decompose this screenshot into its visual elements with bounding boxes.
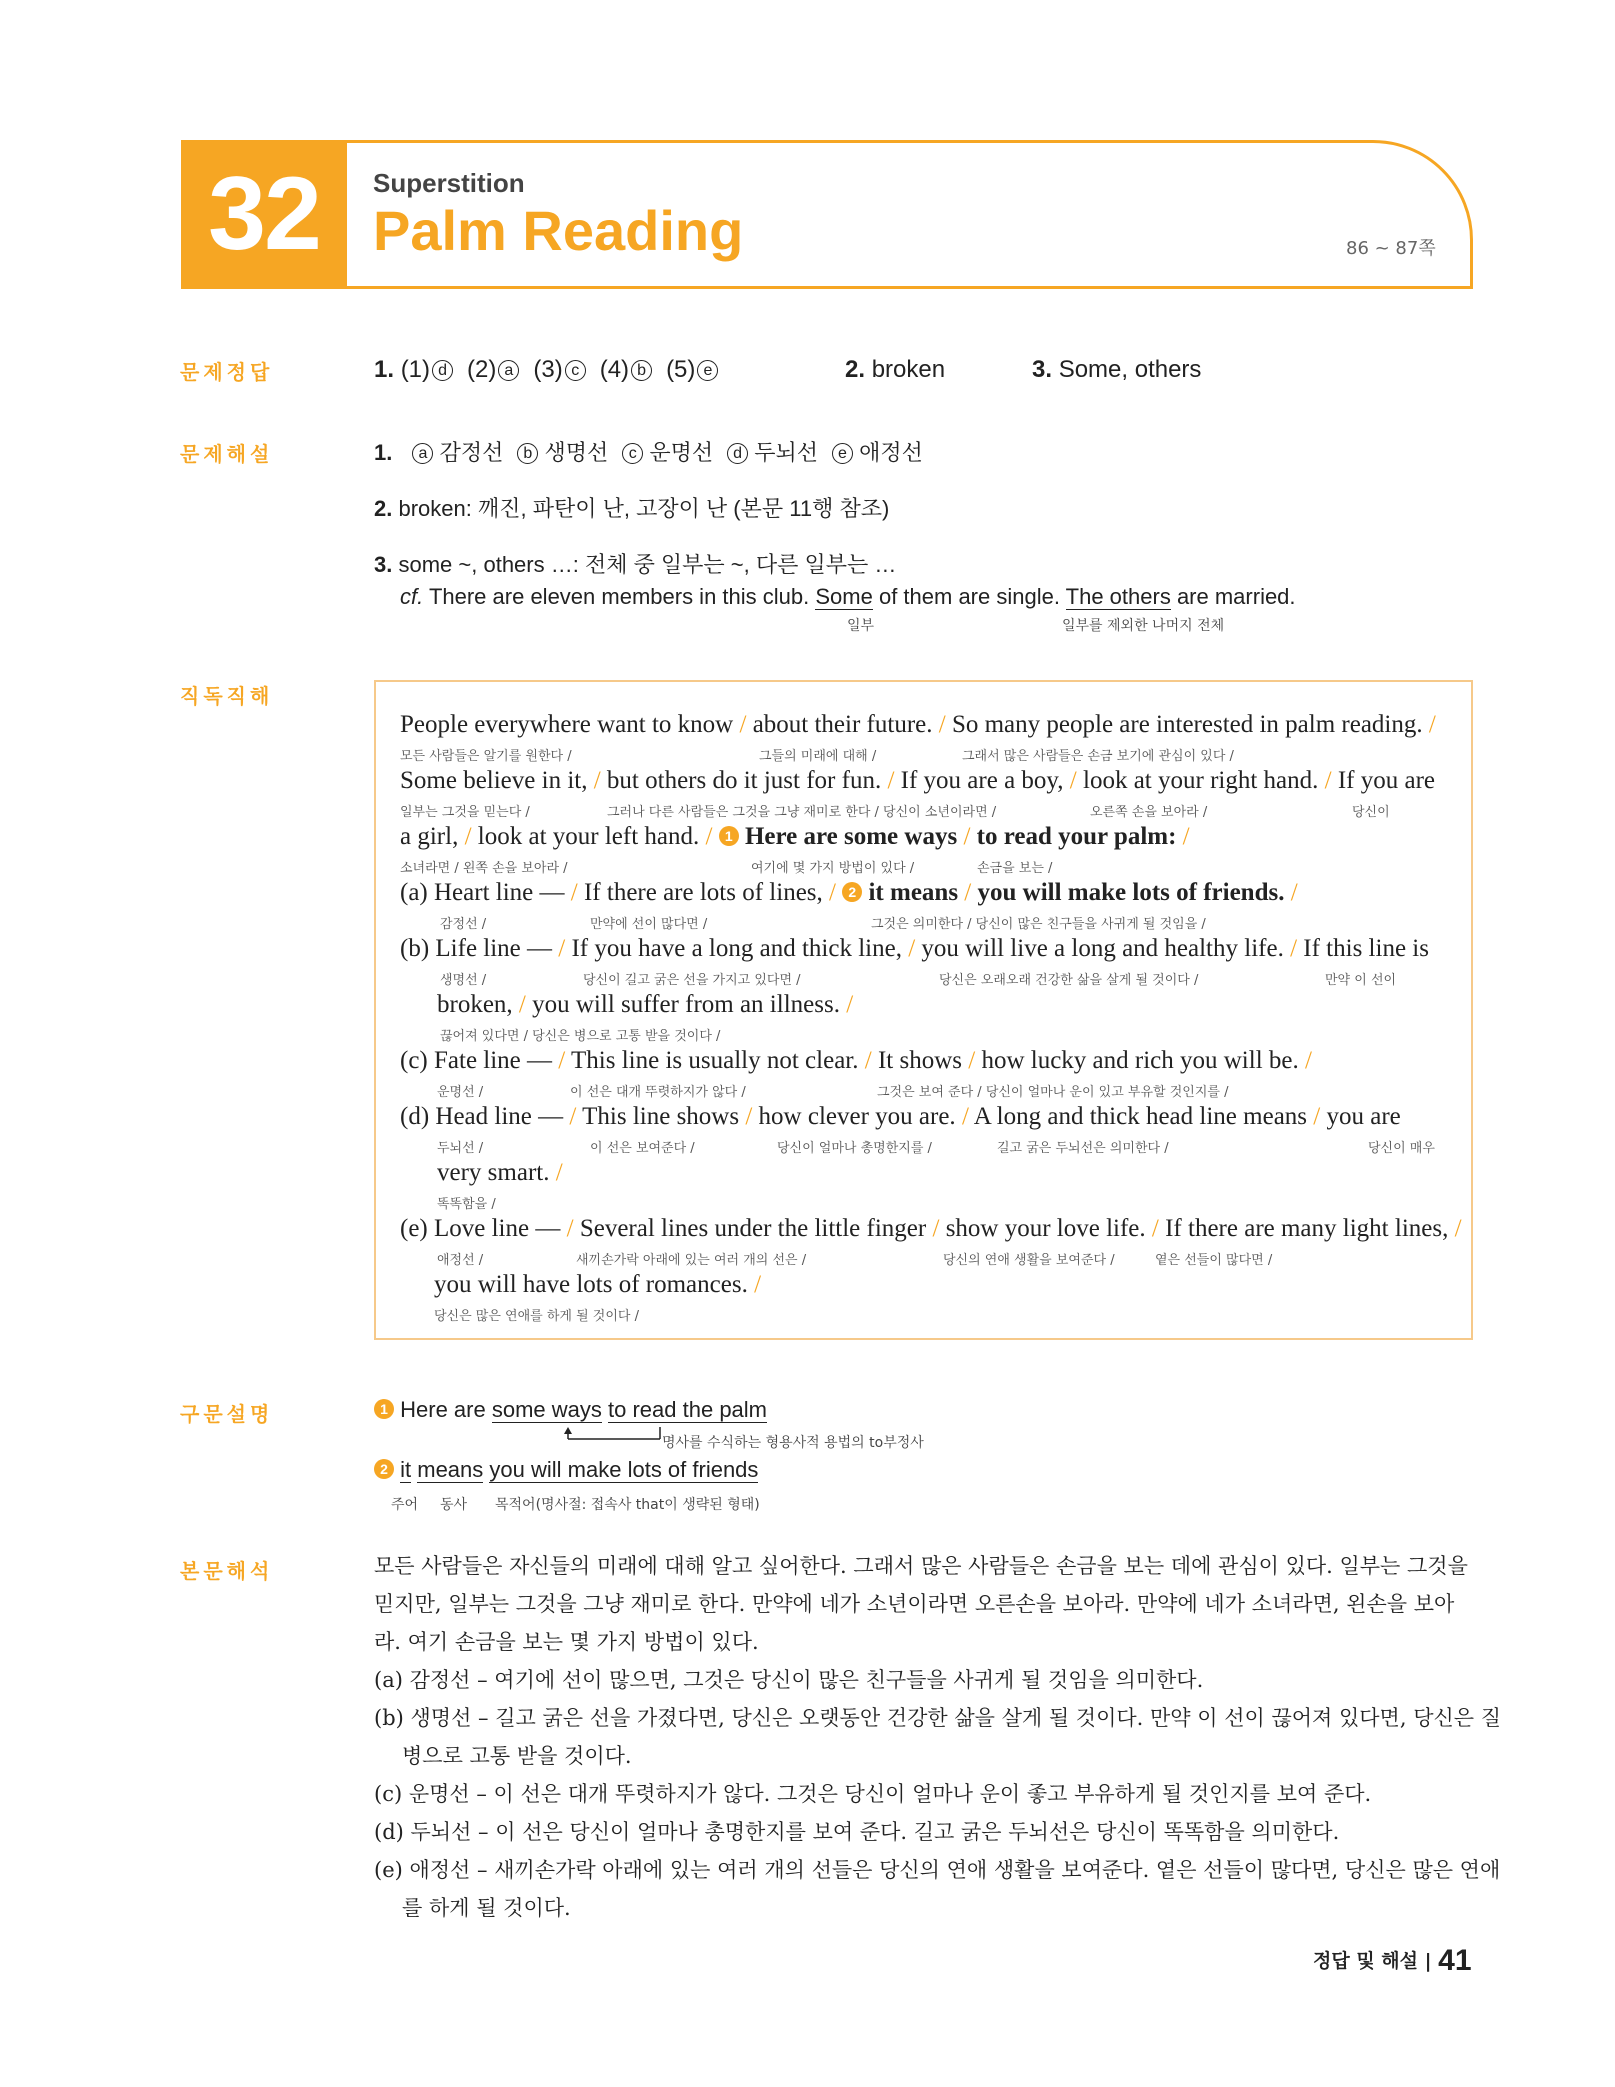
slash: /: [964, 879, 972, 906]
gloss: 새끼손가락 아래에 있는 여러 개의 선은 /: [576, 1253, 807, 1268]
page-footer: [1313, 1944, 1472, 1978]
translation-b: (b) 생명선 – 길고 굵은 선을 가졌다면, 당신은 오랫동안 건강한 삶을 살게 될 것이다. 만약 이 선이 끊어져 있다면, 당신은 질병으로 고통 받을 것이다.: [374, 1706, 1502, 1768]
gloss: 옅은 선들이 많다면 /: [1155, 1253, 1273, 1268]
item-text: 감정선: [433, 440, 504, 465]
gloss: 당신의 연애 생활을 보여준다 /: [943, 1253, 1115, 1268]
chunk: A long and thick head line means: [968, 1103, 1314, 1130]
slash: /: [518, 991, 526, 1018]
reading-love-line-cont: [434, 1271, 761, 1299]
cf-note-some: 일부: [847, 618, 875, 634]
marker-1: 1: [374, 1399, 394, 1419]
gloss: 손금을 보는 /: [977, 861, 1053, 876]
chunk: Several lines under the little finger: [573, 1215, 933, 1242]
reading-love-line: [400, 1215, 1462, 1243]
gloss: 두뇌선 /: [437, 1141, 484, 1156]
reading-head-line: [400, 1103, 1401, 1131]
chunk: (b) Life line —: [400, 935, 559, 962]
reading-line-3: [400, 823, 1190, 851]
reading-label: 직독직해: [180, 684, 274, 708]
item-text: 애정선: [852, 440, 923, 465]
e1-item: [830, 440, 923, 465]
chunk: how lucky and rich you will be.: [975, 1047, 1305, 1074]
chunk: (d) Head line —: [400, 1103, 570, 1130]
slash: /: [887, 767, 895, 794]
chunk: you will make lots of friends.: [977, 879, 1285, 906]
q2-value: broken: [871, 356, 946, 383]
chunk: a girl,: [400, 823, 465, 850]
marker-2: 2: [842, 882, 862, 902]
explanation-1: [374, 436, 923, 467]
slash: /: [1428, 711, 1436, 738]
q2-answer: [845, 356, 945, 384]
chunk: This line is usually not clear.: [565, 1047, 865, 1074]
gloss: 당신이: [1352, 805, 1390, 820]
gloss: 당신은 오래오래 건강한 삶을 살게 될 것이다 /: [939, 973, 1199, 988]
slash: /: [1069, 767, 1077, 794]
translation-d: (d) 두뇌선 – 이 선은 당신이 얼마나 총명한지를 보여 준다. 길고 굵은 두뇌선은 당신이 똑똑함을 의미한다.: [374, 1820, 1340, 1844]
gloss: 애정선 /: [437, 1253, 484, 1268]
gloss: 이 선은 대개 뚜렷하지가 않다 /: [570, 1085, 746, 1100]
unit-category: Superstition: [373, 168, 525, 198]
chunk: very smart.: [437, 1159, 556, 1186]
gloss: 그러나 다른 사람들은 그것을 그냥 재미로 한다 / 당신이 소년이라면 /: [607, 805, 997, 820]
q1-answer-item: [467, 356, 519, 383]
reading-line-2: [400, 767, 1435, 795]
gloss: 그래서 많은 사람들은 손금 보기에 관심이 있다 /: [962, 749, 1234, 764]
circled-letter: b: [631, 360, 652, 381]
slash: /: [558, 935, 566, 962]
chunk: look at your left hand.: [471, 823, 706, 850]
q3-value: Some, others: [1058, 356, 1202, 383]
item-number: (5): [666, 356, 696, 383]
gloss: 당신은 많은 연애를 하게 될 것이다 /: [434, 1309, 639, 1324]
chunk: Here are some ways: [744, 823, 958, 850]
chunk: If this line is: [1297, 935, 1429, 962]
chunk: you are: [1320, 1103, 1401, 1130]
q1-answer-item: [401, 356, 453, 383]
slash: /: [864, 1047, 872, 1074]
slash: /: [705, 823, 713, 850]
chunk: look at your right hand.: [1076, 767, 1325, 794]
chunk: (c) Fate line —: [400, 1047, 559, 1074]
item-text: 생명선: [538, 440, 609, 465]
g1-noun: some ways: [491, 1397, 602, 1422]
g2-note-subject: 주어: [391, 1497, 419, 1513]
chunk: So many people are interested in palm reading.: [945, 711, 1429, 738]
circled-letter: e: [697, 360, 718, 381]
slash: /: [961, 1103, 969, 1130]
chunk: It shows: [871, 1047, 969, 1074]
e1-item: [725, 440, 818, 465]
item-number: (3): [533, 356, 563, 383]
gloss: 만약에 선이 많다면 /: [590, 917, 708, 932]
e1-item: [515, 440, 608, 465]
q1-answers: [401, 356, 733, 383]
g1-note: 명사를 수식하는 형용사적 용법의 to부정사: [662, 1435, 924, 1451]
cf-some: Some: [815, 584, 873, 609]
item-number: (4): [599, 356, 630, 383]
gloss: 소녀라면 / 왼쪽 손을 보아라 /: [400, 861, 568, 876]
reading-fate-line: [400, 1047, 1312, 1075]
slash: /: [829, 879, 836, 906]
q3-number: 3.: [1032, 356, 1053, 383]
g2-object: you will make lots of friends: [489, 1457, 759, 1482]
g1-infinitive: to read the palm: [608, 1397, 767, 1422]
circled-letter: a: [412, 443, 433, 464]
gloss: 생명선 /: [440, 973, 487, 988]
footer-label: 정답 및 해설: [1313, 1950, 1418, 1972]
q2-number: 2.: [845, 356, 866, 383]
marker-2: 2: [374, 1459, 394, 1479]
slash: /: [1324, 767, 1332, 794]
chunk: Some believe in it,: [400, 767, 594, 794]
unit-number: 32: [181, 140, 347, 289]
circled-letter: a: [498, 360, 519, 381]
slash: /: [908, 935, 916, 962]
gloss: 여기에 몇 가지 방법이 있다 /: [751, 861, 915, 876]
slash: /: [464, 823, 472, 850]
cf-part-c: are married.: [1170, 584, 1296, 609]
slash: /: [968, 1047, 976, 1074]
g2-note-object: 목적어(명사절: 접속사 that이 생략된 형태): [495, 1497, 760, 1513]
e3-text: some ~, others …: 전체 중 일부는 ~, 다른 일부는 …: [398, 552, 897, 577]
e1-number: 1.: [374, 440, 393, 465]
slash: /: [555, 1159, 563, 1186]
unit-title: Palm Reading: [373, 199, 744, 262]
slash: /: [739, 711, 747, 738]
q1-answer-item: [600, 356, 652, 383]
chunk: If there are many light lines,: [1158, 1215, 1455, 1242]
explanation-2: [374, 492, 889, 523]
answers-row: [374, 356, 732, 384]
e2-number: 2.: [374, 496, 393, 521]
grammar-1: [374, 1397, 767, 1423]
chunk: If you have a long and thick line,: [565, 935, 909, 962]
circled-letter: c: [622, 443, 643, 464]
chunk: how clever you are.: [752, 1103, 962, 1130]
item-text: 운명선: [643, 440, 714, 465]
grammar-label: 구문설명: [180, 1402, 274, 1426]
translation-label: 본문해석: [180, 1559, 274, 1583]
translation-e: (e) 애정선 – 새끼손가락 아래에 있는 여러 개의 선들은 당신의 연애 생활을 보여준다. 옅은 선들이 많다면, 당신은 많은 연애를 하게 될 것이다.: [374, 1858, 1501, 1920]
cf-part-a: There are eleven members in this club.: [423, 584, 816, 609]
slash: /: [566, 1215, 574, 1242]
chunk: you will suffer from an illness.: [525, 991, 847, 1018]
chunk: This line shows: [576, 1103, 746, 1130]
chunk: you will live a long and healthy life.: [915, 935, 1291, 962]
e1-item: [620, 440, 713, 465]
slash: /: [1305, 1047, 1312, 1074]
gloss: 이 선은 보여준다 /: [590, 1141, 695, 1156]
gloss: 그것은 보여 준다 / 당신이 얼마나 운이 있고 부유할 것인지를 /: [877, 1085, 1229, 1100]
circled-letter: d: [727, 443, 748, 464]
gloss: 당신이 길고 굵은 선을 가지고 있다면 /: [583, 973, 801, 988]
footer-separator: |: [1418, 1950, 1439, 1972]
slash: /: [846, 991, 854, 1018]
q1-answer-item: [666, 356, 718, 383]
slash: /: [570, 879, 578, 906]
chunk: (e) Love line —: [400, 1215, 567, 1242]
gloss: 운명선 /: [437, 1085, 484, 1100]
gloss: 당신이 매우: [1368, 1141, 1435, 1156]
cf-example: [400, 584, 1296, 610]
slash: /: [1151, 1215, 1159, 1242]
page-range: 86 ~ 87쪽: [1346, 238, 1436, 259]
g2-subject: it: [400, 1457, 412, 1482]
slash: /: [558, 1047, 566, 1074]
chunk: but others do it just for fun.: [600, 767, 888, 794]
chunk: If you are a boy,: [894, 767, 1070, 794]
chunk: broken,: [437, 991, 519, 1018]
slash: /: [1290, 935, 1298, 962]
cf-note-others: 일부를 제외한 나머지 전체: [1062, 618, 1225, 634]
chunk: about their future.: [746, 711, 939, 738]
circled-letter: b: [517, 443, 538, 464]
chunk: to read your palm:: [976, 823, 1177, 850]
e3-number: 3.: [374, 552, 393, 577]
e1-item: [410, 440, 503, 465]
slash: /: [1454, 1215, 1462, 1242]
circled-letter: e: [832, 443, 853, 464]
translation-a: (a) 감정선 – 여기에 선이 많으면, 그것은 당신이 많은 친구들을 사귀게 될 것임을 의미한다.: [374, 1668, 1204, 1692]
gloss: 모든 사람들은 알기를 원한다 /: [400, 749, 572, 764]
e2-text: : 깨진, 파탄이 난, 고장이 난 (본문 11행 참조): [465, 496, 890, 521]
chunk: If you are: [1331, 767, 1436, 794]
cf-part-b: of them are single.: [872, 584, 1066, 609]
gloss: 일부는 그것을 믿는다 /: [400, 805, 530, 820]
translation-c: (c) 운명선 – 이 선은 대개 뚜렷하지가 않다. 그것은 당신이 얼마나 운이 좋고 부유하게 될 것인지를 보여 준다.: [374, 1782, 1372, 1806]
chunk: you will have lots of romances.: [434, 1271, 755, 1298]
q3-answer: [1032, 356, 1201, 384]
gloss: 똑똑함을 /: [437, 1197, 496, 1212]
slash: /: [1290, 879, 1298, 906]
item-text: 두뇌선: [748, 440, 818, 465]
cf-others: The others: [1065, 584, 1171, 609]
g2-verb: means: [417, 1457, 484, 1482]
q1-number: 1.: [374, 356, 395, 383]
gloss: 만약 이 선이: [1325, 973, 1397, 988]
slash: /: [754, 1271, 762, 1298]
slash: /: [569, 1103, 577, 1130]
reading-head-line-cont: [437, 1159, 563, 1187]
gloss: 당신이 얼마나 총명한지를 /: [777, 1141, 932, 1156]
q1-answer-item: [533, 356, 585, 383]
chunk: (a) Heart line —: [400, 879, 571, 906]
reading-life-line-cont: [437, 991, 853, 1019]
explanation-3: [374, 548, 896, 579]
chunk: it means: [868, 879, 959, 906]
marker-1: 1: [719, 826, 739, 846]
e2-word: broken: [398, 496, 466, 521]
gloss: 오른쪽 손을 보아라 /: [1090, 805, 1208, 820]
slash: /: [593, 767, 601, 794]
slash: /: [932, 1215, 940, 1242]
modifier-arrow: [560, 1427, 670, 1449]
reading-line-1: [400, 711, 1436, 739]
slash: /: [745, 1103, 753, 1130]
translation-intro: 모든 사람들은 자신들의 미래에 대해 알고 싶어한다. 그래서 많은 사람들은 손금을 보는 데에 관심이 있다. 일부는 그것을 믿지만, 일부는 그것을 그냥 재미로 한다. 만약에 네가 소년이라면 오른손을 보아라. 만약에 네가 소녀라면, 왼손을 보아라. 여기 손금을 보는 몇 가지 방법이 있다.: [374, 1554, 1468, 1654]
reading-life-line: [400, 935, 1429, 963]
circled-letter: d: [432, 360, 453, 381]
e1-items: [398, 440, 922, 465]
chunk: show your love life.: [939, 1215, 1152, 1242]
gloss: 끊어져 있다면 / 당신은 병으로 고통 받을 것이다 /: [440, 1029, 721, 1044]
chunk: If there are lots of lines,: [577, 879, 830, 906]
slash: /: [963, 823, 971, 850]
slash: /: [1182, 823, 1190, 850]
g2-note-verb: 동사: [440, 1497, 468, 1513]
gloss: 그것은 의미한다 / 당신이 많은 친구들을 사귀게 될 것임을 /: [871, 917, 1206, 932]
answers-label: 문제정답: [180, 360, 274, 384]
gloss: 감정선 /: [440, 917, 487, 932]
page-number: 41: [1438, 1944, 1472, 1977]
explanation-label: 문제해설: [180, 442, 274, 466]
cf-label: cf.: [400, 584, 424, 609]
item-number: (1): [400, 356, 431, 383]
chunk: People everywhere want to know: [400, 711, 740, 738]
gloss: 길고 굵은 두뇌선은 의미한다 /: [997, 1141, 1169, 1156]
gloss: 그들의 미래에 대해 /: [759, 749, 877, 764]
item-number: (2): [467, 356, 497, 383]
slash: /: [1313, 1103, 1321, 1130]
grammar-2: [374, 1457, 758, 1483]
slash: /: [938, 711, 946, 738]
g1-text: Here are: [400, 1397, 492, 1422]
circled-letter: c: [565, 360, 586, 381]
reading-heart-line: [400, 879, 1298, 907]
